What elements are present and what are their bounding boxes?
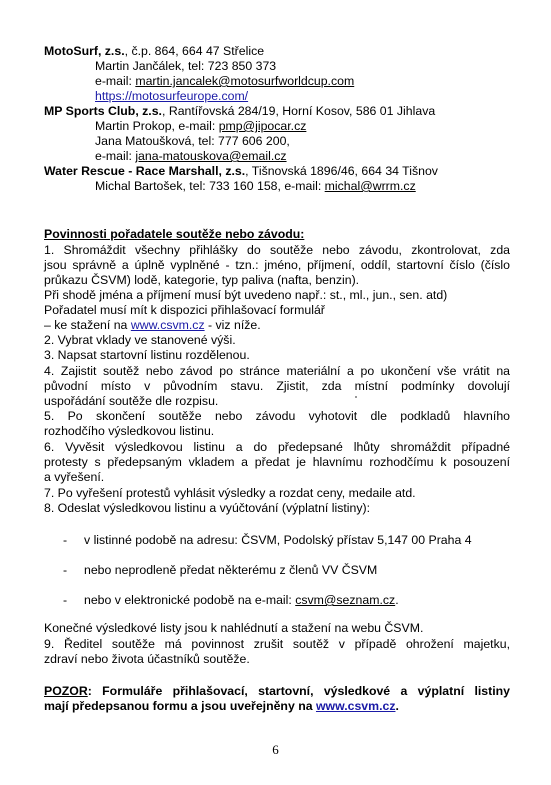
club-name: MotoSurf, z.s. [44, 44, 125, 58]
notice-label: POZOR [44, 684, 88, 698]
duty-line: protesty s předepsaným vkladem a předat je hlavnímu rozhodčímu k posouzení [44, 455, 510, 469]
list-dash: - [63, 563, 68, 577]
email-link[interactable]: csvm@seznam.cz [295, 593, 396, 607]
email-link[interactable]: martin.jancalek@motosurfworldcup.com [135, 74, 355, 88]
download-suffix: - viz níže. [204, 318, 261, 332]
email-label: e-mail: [95, 74, 136, 88]
email-link[interactable]: jana-matouskova@email.cz [135, 149, 287, 163]
club-contact: Martin Prokop, e-mail: [95, 119, 219, 133]
club-motosurf-header [44, 44, 264, 59]
csvm-link[interactable]: www.csvm.cz [315, 699, 396, 713]
page-number: 6 [272, 742, 279, 757]
duty-line: 3. Napsat startovní listinu rozdělenou. [44, 348, 250, 362]
club-contact: Martin Jančálek, tel: 723 850 373 [95, 59, 277, 73]
option-line [84, 593, 399, 608]
duty-line: rozhodčího výsledkovou listinu. [44, 424, 215, 438]
club-address: , č.p. 864, 664 47 Střelice [124, 44, 265, 58]
download-prefix: – ke stažení na [44, 318, 131, 332]
duty-line: 1. Shromáždit všechny přihlášky do soutěže nebo závodu, zkontrolovat, zda [44, 243, 510, 257]
email-link[interactable]: pmp@jipocar.cz [218, 119, 307, 133]
option-text: nebo v elektronické podobě na e-mail: [84, 593, 296, 607]
club-address: , Tišnovská 1896/46, 664 34 Tišnov [245, 164, 438, 178]
club-name: MP Sports Club, z.s. [44, 104, 162, 118]
club-waterrescue-header [44, 164, 438, 179]
duties-heading: Povinnosti pořadatele soutěže nebo závodu: [44, 227, 305, 241]
final-line: zdraví nebo života účastníků soutěže. [44, 652, 250, 666]
option-line: nebo neprodleně předat některému z členů VV ČSVM [84, 563, 378, 577]
duty-line: a vyřešení. [44, 470, 105, 484]
list-dash: - [63, 593, 68, 607]
club-address: , Rantířovská 284/19, Horní Kosov, 586 01 Jihlava [161, 104, 436, 118]
duty-line: Při shodě jména a příjmení musí být uvedeno např.: st., ml., jun., sen. atd) [44, 288, 448, 302]
option-line: v listinné podobě na adresu: ČSVM, Podolský přístav 5,147 00 Praha 4 [84, 533, 472, 547]
duty-line: Pořadatel musí mít k dispozici přihlašovací formulář [44, 303, 325, 317]
club-name: Water Rescue - Race Marshall, z.s. [44, 164, 246, 178]
duty-line: 7. Po vyřešení protestů vyhlásit výsledky a rozdat ceny, medaile atd. [44, 486, 416, 500]
duty-line: 8. Odeslat výsledkovou listinu a vyúčtování (výplatní listiny): [44, 501, 371, 515]
duty-line: průkazu ČSVM) lodě, kategorie, typ paliva (nafta, benzin). [44, 273, 360, 287]
web-link[interactable]: https://motosurfeurope.com/ [95, 89, 249, 103]
duty-line: uspořádání soutěže dle rozpisu. [44, 394, 219, 408]
duty-line: 6. Vyvěsit výsledkovou listinu a do předepsané lhůty shromáždit případné [44, 440, 510, 454]
club-contact-line [95, 119, 306, 134]
duty-line: jsou správně a úplně vyplněné - tzn.: jméno, příjmení, oddíl, startovní číslo (číslo [44, 258, 510, 272]
scan-speck [355, 396, 357, 398]
club-contact: Michal Bartošek, tel: 733 160 158, e-mail: [95, 179, 325, 193]
csvm-link[interactable]: www.csvm.cz [130, 318, 205, 332]
club-email-line [95, 149, 287, 164]
club-email-line [95, 74, 354, 89]
notice-line [44, 699, 399, 714]
duty-line: 4. Zajistit soutěž nebo závod po stránce materiální a po ukončení vše vrátit na [44, 364, 510, 378]
duty-line: původní místo v původním stavu. Zjistit, zda místní podmínky dovolují [44, 379, 510, 393]
option-end: . [395, 593, 399, 607]
duty-line: 2. Vybrat vklady ve stanovené výši. [44, 333, 236, 347]
final-line: Konečné výsledkové listy jsou k nahlédnutí a stažení na webu ČSVM. [44, 621, 424, 635]
club-mpsports-header [44, 104, 435, 119]
download-line [44, 318, 261, 333]
email-link[interactable]: michal@wrrm.cz [324, 179, 416, 193]
email-label: e-mail: [95, 149, 136, 163]
notice-text: mají předepsanou formu a jsou uveřejněny na [44, 699, 316, 713]
notice-line [44, 684, 510, 699]
final-line: 9. Ředitel soutěže má povinnost zrušit soutěž v případě ohrožení majetku, [44, 637, 510, 651]
notice-end: . [395, 699, 399, 713]
club-contact: Jana Matoušková, tel: 777 606 200, [95, 134, 290, 148]
duty-line: 5. Po skončení soutěže nebo závodu vyhotovit dle podkladů hlavního [44, 409, 510, 423]
club-contact-line [95, 179, 416, 194]
list-dash: - [63, 533, 68, 547]
notice-text: : Formuláře přihlašovací, startovní, výsledkové a výplatní listiny [87, 684, 510, 698]
